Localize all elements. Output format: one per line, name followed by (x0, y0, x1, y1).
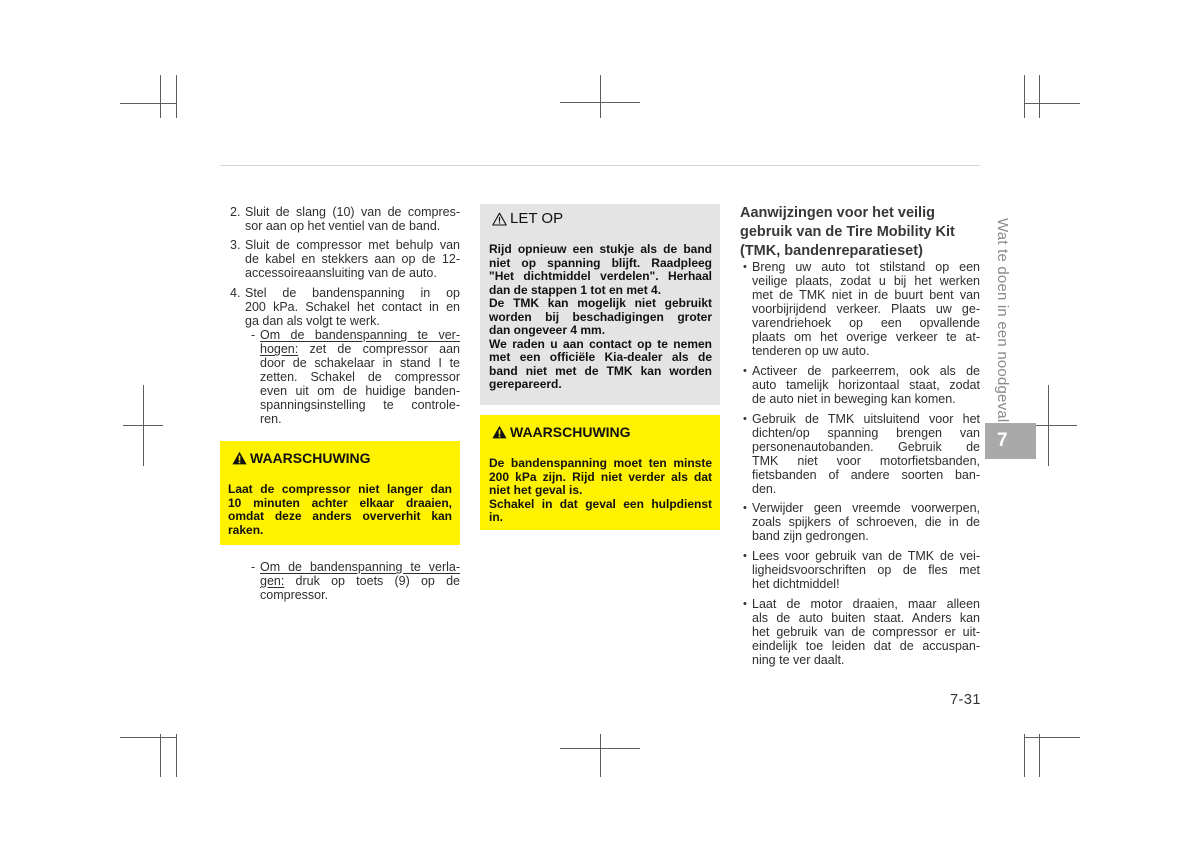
bullet-item (740, 597, 980, 667)
bullet-item (740, 549, 980, 591)
underlined-term: hogen: (260, 342, 299, 356)
crop-mark (600, 734, 601, 777)
caution-title-text: LET OP (510, 210, 564, 227)
text-line: Stel de bandenspanning in op (245, 286, 460, 300)
crop-mark (1039, 734, 1040, 777)
paragraph (489, 498, 712, 525)
text-line: den. (752, 481, 777, 496)
text-line: tenderen op uw auto. (752, 344, 870, 358)
text-line: Sluit de slang (10) van de compres- (245, 205, 460, 219)
text-line: veilige plaats, zodat u bij het werken (752, 274, 980, 288)
text-line: omdat deze anders oververhit kan (228, 509, 452, 524)
step-text (245, 286, 460, 328)
text-line: raken. (228, 522, 264, 537)
instruction-text (260, 560, 460, 602)
text-line: 10 minuten achter elkaar draaien, (228, 495, 452, 510)
heading-line: gebruik van de Tire Mobility Kit (740, 223, 955, 240)
step-text (245, 205, 460, 233)
bullet-mark: • (743, 412, 747, 425)
crop-mark (160, 734, 161, 777)
crop-mark (1024, 737, 1080, 738)
text-line: dan de stappen 1 tot en met 4. (489, 282, 662, 297)
crop-mark (160, 75, 161, 118)
text-line: ren. (260, 412, 282, 426)
text-line (260, 342, 460, 356)
text-line: zetten. Schakel de compressor (260, 370, 460, 384)
bullet-text (752, 260, 980, 358)
text-line: de auto niet in beweging kan komen. (752, 391, 956, 406)
crop-mark (1024, 734, 1025, 777)
crop-mark (600, 75, 601, 118)
text-line: 200 kPa. Schakel het contact in en (245, 300, 460, 314)
text-line: accessoireaansluiting van de auto. (245, 266, 437, 280)
text-line: Verwijder geen vreemde voorwerpen, (752, 501, 980, 516)
caution-title (492, 211, 563, 227)
crop-mark (120, 737, 176, 738)
text-line: TMK niet voor motorfietsbanden, (752, 453, 980, 468)
warning-icon (232, 451, 247, 465)
warning-box (480, 415, 720, 530)
bullet-text (752, 364, 980, 406)
text-line: Rijd opnieuw een stukje als de band (489, 242, 712, 257)
crop-mark (560, 102, 640, 103)
crop-mark (1024, 75, 1025, 118)
bullet-item (740, 412, 980, 496)
text-line (260, 574, 460, 588)
text-line: plaats om het overige verkeer te at- (752, 330, 980, 344)
header-rule (220, 165, 980, 166)
text-line: band niet met de TMK kan worden (489, 363, 712, 378)
bullet-mark: • (743, 597, 747, 610)
text-line: met een officiële Kia-dealer als de (489, 350, 712, 365)
paragraph (489, 457, 712, 498)
text-line: als de auto buiten staat. Anders kan (752, 610, 980, 625)
text-line: het dichtmiddel! (752, 577, 840, 592)
text-line: eindelijk toe leiden dat de accuspan- (752, 638, 980, 653)
text-line: Sluit de compressor met behulp van (245, 238, 460, 252)
text-line: zoals spijkers of schroeven, die in de (752, 515, 980, 530)
text-line: We raden u aan contact op te nemen (489, 336, 712, 351)
crop-mark (560, 748, 640, 749)
text-line: het gebruik van de compressor er uit- (752, 624, 980, 639)
step-number: 2. (230, 205, 241, 219)
paragraph (489, 338, 712, 392)
text-line: dan ongeveer 4 mm. (489, 323, 606, 338)
chapter-side-label: Wat te doen in een noodgeval (994, 218, 1011, 423)
bullet-list (740, 260, 980, 667)
text-line: 200 kPa zijn. Rijd niet verder als dat (489, 469, 712, 484)
bullet-mark: • (743, 550, 747, 563)
text-line: voorbijrijdend verkeer. Plaats uw ge- (752, 302, 980, 316)
underlined-term: gen: (260, 574, 285, 588)
crop-mark (120, 103, 176, 104)
underlined-term: Om de bandenspanning te ver- (260, 328, 460, 342)
step-number: 3. (230, 238, 241, 252)
text-line: Gebruik de TMK uitsluitend voor het (752, 411, 980, 426)
text-line: spanningsinstelling te controle- (260, 398, 460, 412)
warning-icon (492, 425, 507, 439)
list-dash: - (251, 328, 256, 342)
text-line: Schakel in dat geval een hulpdienst (489, 496, 712, 511)
text-line: sor aan op het ventiel van de band. (245, 219, 441, 233)
underlined-term: Om de bandenspanning te verla- (260, 560, 460, 574)
line-text: druk op toets (9) op de (284, 574, 460, 588)
list-dash: - (251, 560, 256, 574)
paragraph (489, 243, 712, 297)
caution-icon (492, 212, 507, 226)
text-line: fietsbanden of andere soorten ban- (752, 467, 980, 482)
line-text: zet de compressor aan (298, 342, 460, 356)
crop-mark (1024, 103, 1080, 104)
text-line: De bandenspanning moet ten minste (489, 456, 712, 471)
text-line: Breng uw auto tot stilstand op een (752, 260, 980, 274)
warning-box (220, 441, 460, 545)
text-line: ligheidsvoorschriften op de fles met (752, 563, 980, 578)
crop-mark (1039, 75, 1040, 118)
text-line: De TMK kan mogelijk niet gebruikt (489, 296, 712, 311)
crop-mark (1036, 425, 1077, 426)
section-heading (740, 204, 980, 261)
text-line (260, 560, 460, 574)
text-line: niet op spanning blijft. Raadpleeg (489, 255, 712, 270)
bullet-mark: • (743, 364, 747, 377)
warning-title (492, 424, 631, 440)
text-line: Laat de motor draaien, maar alleen (752, 596, 980, 611)
warning-title-text: WAARSCHUWING (250, 450, 371, 466)
text-line: niet het geval is. (489, 483, 583, 498)
text-line: band zijn gedrongen. (752, 529, 869, 544)
instruction-text (260, 328, 460, 426)
text-line (260, 328, 460, 342)
step-number: 4. (230, 286, 241, 300)
text-line: compressor. (260, 588, 329, 602)
bullet-mark: • (743, 261, 747, 273)
text-line: gerepareerd. (489, 377, 562, 392)
text-line: even uit om de huidige banden- (260, 384, 460, 398)
warning-text (489, 457, 712, 525)
text-line: dichten/op spanning brengen van (752, 425, 980, 440)
warning-title-text: WAARSCHUWING (510, 424, 631, 440)
crop-mark (176, 75, 177, 118)
text-line: Laat de compressor niet langer dan (228, 482, 452, 497)
warning-title (232, 450, 371, 466)
caution-box (480, 204, 720, 405)
chapter-tab: 7 (985, 423, 1036, 459)
page-number: 7-31 (949, 692, 981, 708)
heading-line: (TMK, bandenreparatieset) (740, 242, 923, 259)
paragraph (489, 297, 712, 338)
text-line: Lees voor gebruik van de TMK de vei- (752, 549, 980, 564)
warning-text (228, 483, 452, 537)
bullet-mark: • (743, 502, 747, 515)
bullet-item (740, 501, 980, 543)
text-line: in. (489, 510, 503, 525)
text-line: worden bij beschadigingen groter (489, 309, 712, 324)
crop-mark (123, 425, 163, 426)
bullet-text (752, 501, 980, 543)
heading-line: Aanwijzingen voor het veilig (740, 204, 935, 221)
bullet-item (740, 364, 980, 406)
text-line: personenautobanden. Gebruik de (752, 439, 980, 454)
text-line: de kabel en stekkers aan op de 12- (245, 252, 460, 266)
text-line: ning te ver daalt. (752, 652, 845, 667)
bullet-item (740, 260, 980, 358)
text-line: door de schakelaar in stand I te (260, 356, 460, 370)
text-line: ga dan als volgt te werk. (245, 314, 380, 328)
bullet-text (752, 549, 980, 591)
text-line: Activeer de parkeerrem, ook als de (752, 363, 980, 378)
step-text (245, 238, 460, 280)
text-line: met de TMK niet in de buurt bent van (752, 288, 980, 302)
caution-text (489, 243, 712, 392)
text-line: varendriehoek op een opvallende (752, 316, 980, 330)
bullet-text (752, 597, 980, 667)
bullet-text (752, 412, 980, 496)
text-line: "Het dichtmiddel verdelen". Herhaal (489, 269, 712, 284)
crop-mark (176, 734, 177, 777)
text-line: auto tamelijk horizontaal staat, zodat (752, 377, 980, 392)
